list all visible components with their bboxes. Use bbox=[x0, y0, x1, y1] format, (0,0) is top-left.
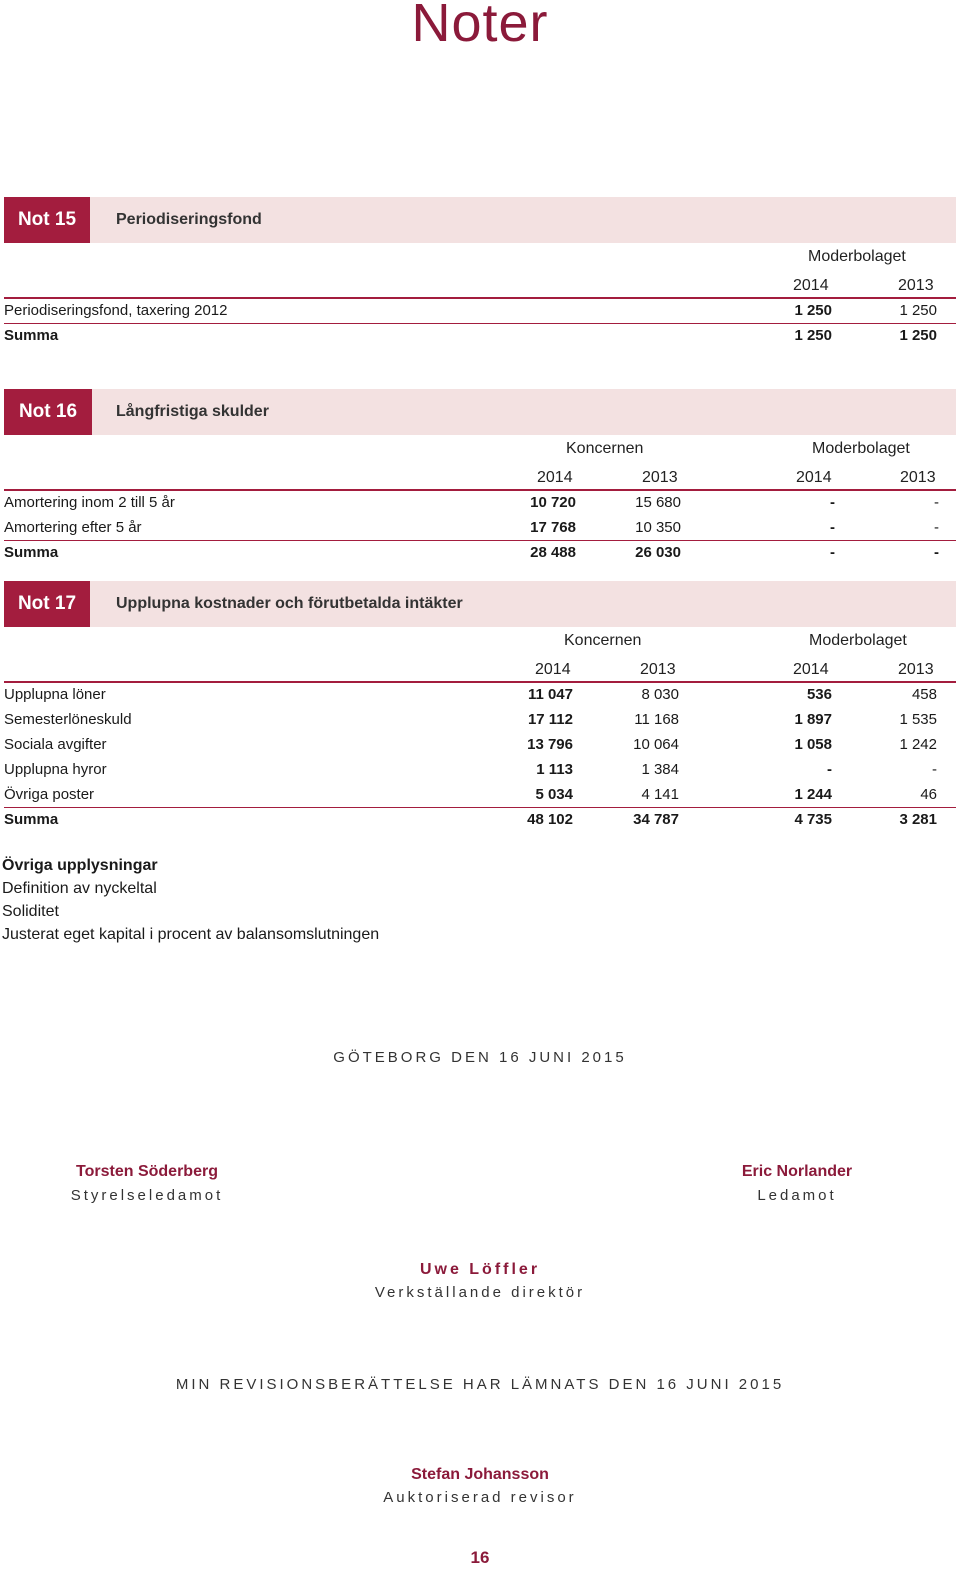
note-15-badge: Not 15 bbox=[4, 197, 90, 243]
cell-value: 11 168 bbox=[634, 711, 679, 728]
divider bbox=[4, 297, 956, 299]
audit-note: MIN REVISIONSBERÄTTELSE HAR LÄMNATS DEN 16 JUNI 2015 bbox=[175, 1376, 785, 1393]
year-header: 2014 bbox=[537, 469, 573, 486]
cell-value: 13 796 bbox=[527, 736, 573, 753]
cell-value: 17 768 bbox=[530, 519, 576, 536]
divider bbox=[4, 807, 956, 808]
year-header: 2013 bbox=[642, 469, 678, 486]
signatory-role: Styrelseledamot bbox=[70, 1187, 224, 1204]
cell-value: 536 bbox=[806, 686, 832, 703]
cell-value: - bbox=[830, 494, 835, 511]
cell-value: - bbox=[934, 544, 939, 561]
row-label: Sociala avgifter bbox=[4, 736, 107, 753]
signatory-name: Uwe Löffler bbox=[419, 1261, 541, 1278]
row-label: Upplupna hyror bbox=[4, 761, 107, 778]
note-15-title: Periodiseringsfond bbox=[116, 211, 262, 228]
signatory-name: Eric Norlander bbox=[741, 1163, 853, 1180]
divider bbox=[4, 540, 956, 541]
row-label: Amortering efter 5 år bbox=[4, 519, 142, 536]
signatory-name: Torsten Söderberg bbox=[76, 1163, 218, 1180]
row-label: Upplupna löner bbox=[4, 686, 106, 703]
row-label: Periodiseringsfond, taxering 2012 bbox=[4, 302, 228, 319]
cell-value: 458 bbox=[911, 686, 937, 703]
cell-value: 1 250 bbox=[899, 302, 937, 319]
note-16-title: Långfristiga skulder bbox=[116, 403, 269, 420]
year-header: 2013 bbox=[640, 661, 676, 678]
signatory-role: Verkställande direktör bbox=[374, 1284, 586, 1301]
cell-value: 1 250 bbox=[794, 302, 832, 319]
cell-value: - bbox=[830, 519, 835, 536]
cell-value: 4 735 bbox=[794, 811, 832, 828]
divider bbox=[4, 323, 956, 324]
group-header: Koncernen bbox=[564, 632, 642, 649]
row-label: Summa bbox=[4, 811, 59, 828]
row-label: Summa bbox=[4, 544, 59, 561]
row-label: Amortering inom 2 till 5 år bbox=[4, 494, 175, 511]
cell-value: 46 bbox=[920, 786, 937, 803]
group-header: Moderbolaget bbox=[809, 632, 907, 649]
cell-value: 11 047 bbox=[527, 686, 573, 703]
cell-value: 1 897 bbox=[794, 711, 832, 728]
cell-value: 26 030 bbox=[635, 544, 681, 561]
year-header: 2013 bbox=[900, 469, 936, 486]
cell-value: 15 680 bbox=[635, 494, 681, 511]
cell-value: 5 034 bbox=[535, 786, 573, 803]
cell-value: 17 112 bbox=[527, 711, 573, 728]
year-header: 2013 bbox=[898, 277, 934, 294]
year-header: 2014 bbox=[535, 661, 571, 678]
divider bbox=[4, 681, 956, 683]
other-info-line: Justerat eget kapital i procent av balansomslutningen bbox=[2, 926, 380, 943]
cell-value: 34 787 bbox=[633, 811, 679, 828]
cell-value: 1 250 bbox=[794, 327, 832, 344]
cell-value: 4 141 bbox=[641, 786, 679, 803]
year-header: 2014 bbox=[796, 469, 832, 486]
signatory-name: Stefan Johansson bbox=[411, 1466, 549, 1483]
cell-value: - bbox=[830, 544, 835, 561]
cell-value: 1 244 bbox=[794, 786, 832, 803]
cell-value: 1 250 bbox=[899, 327, 937, 344]
note-17-title: Upplupna kostnader och förutbetalda intäkter bbox=[116, 595, 463, 612]
cell-value: 28 488 bbox=[530, 544, 576, 561]
cell-value: 1 535 bbox=[899, 711, 937, 728]
cell-value: - bbox=[932, 761, 937, 778]
cell-value: 1 384 bbox=[641, 761, 679, 778]
page-title: Noter bbox=[411, 0, 549, 53]
year-header: 2014 bbox=[793, 277, 829, 294]
divider bbox=[4, 489, 956, 491]
note-16-header bbox=[4, 389, 956, 435]
note-15-header bbox=[4, 197, 956, 243]
cell-value: 3 281 bbox=[899, 811, 937, 828]
place-date: GÖTEBORG DEN 16 JUNI 2015 bbox=[333, 1049, 627, 1066]
cell-value: 48 102 bbox=[527, 811, 573, 828]
year-header: 2013 bbox=[898, 661, 934, 678]
signatory-role: Ledamot bbox=[757, 1187, 837, 1204]
year-header: 2014 bbox=[793, 661, 829, 678]
row-label: Semesterlöneskuld bbox=[4, 711, 132, 728]
signatory-role: Auktoriserad revisor bbox=[383, 1489, 577, 1506]
row-label: Övriga poster bbox=[4, 786, 95, 803]
note-17-header bbox=[4, 581, 956, 627]
cell-value: 10 720 bbox=[530, 494, 576, 511]
group-header: Moderbolaget bbox=[812, 440, 910, 457]
cell-value: - bbox=[934, 519, 939, 536]
cell-value: - bbox=[827, 761, 832, 778]
cell-value: - bbox=[934, 494, 939, 511]
note-16-badge: Not 16 bbox=[4, 389, 92, 435]
cell-value: 10 064 bbox=[633, 736, 679, 753]
cell-value: 1 113 bbox=[536, 761, 573, 778]
cell-value: 1 058 bbox=[794, 736, 832, 753]
other-info-line: Definition av nyckeltal bbox=[2, 880, 157, 897]
note-17-badge: Not 17 bbox=[4, 581, 90, 627]
other-info-heading: Övriga upplysningar bbox=[2, 857, 158, 874]
group-header: Koncernen bbox=[566, 440, 644, 457]
other-info-line: Soliditet bbox=[2, 903, 59, 920]
row-label: Summa bbox=[4, 327, 59, 344]
cell-value: 1 242 bbox=[899, 736, 937, 753]
note-15-group: Moderbolaget bbox=[808, 248, 906, 265]
page-number: 16 bbox=[470, 1548, 490, 1567]
cell-value: 8 030 bbox=[641, 686, 679, 703]
cell-value: 10 350 bbox=[635, 519, 681, 536]
